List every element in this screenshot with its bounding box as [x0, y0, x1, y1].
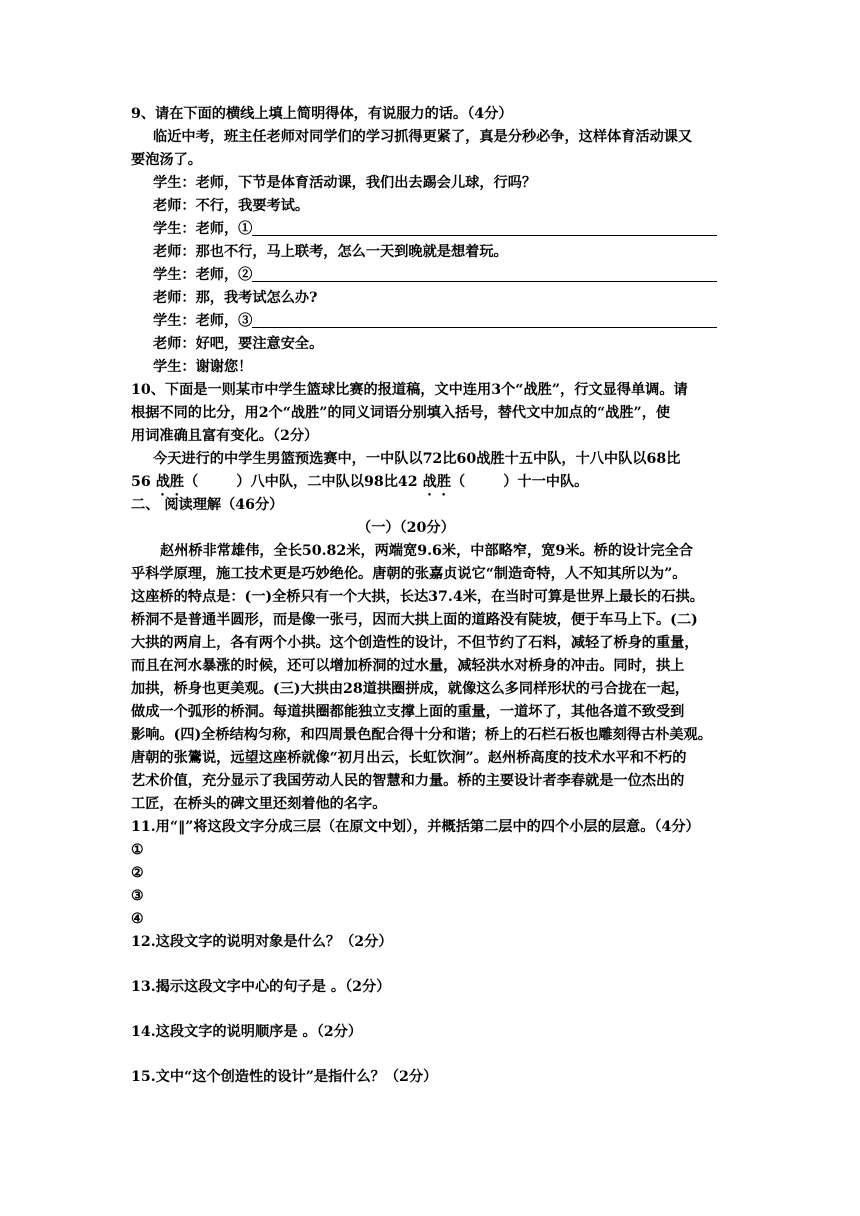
answer-blank-3[interactable] [252, 311, 717, 328]
emphasized-word-1: 战胜 [155, 474, 185, 490]
paren-open-2: （ [451, 474, 466, 490]
emphasized-word-2: 战胜 [422, 474, 452, 490]
q9-dialogue-8: 老师：好吧，要注意安全。 [153, 336, 324, 352]
section2-title: 二、 阅读理解（46分） [131, 497, 284, 513]
q12-title: 12.这段文字的说明对象是什么？（2分） [131, 934, 393, 950]
q9-intro-line2: 要泡汤了。 [131, 152, 202, 168]
q10-title-line1: 10、下面是一则某市中学生篮球比赛的报道稿，文中连用3个“战胜”，行文显得单调。请 [131, 382, 688, 398]
q9-dialogue-7-text: 学生：老师，③ [153, 313, 253, 329]
passage-line: 赵州桥非常雄伟，全长50.82米，两端宽9.6米，中部略窄，宽9米。桥的设计完全合 [160, 543, 693, 559]
passage-line: 桥洞不是普通半圆形，而是像一张弓，因而大拱上面的道路没有陡坡，便于车马上下。(二) [131, 612, 698, 628]
passage-line: 大拱的两肩上，各有两个小拱。这个创造性的设计，不但节约了石料，减轻了桥身的重量， [131, 635, 699, 651]
q10-title-line3: 用词准确且富有变化。（2分） [131, 428, 319, 444]
passage-line: 做成一个弧形的桥洞。每道拱圈都能独立支撑上面的重量，一道坏了，其他各道不致受到 [131, 704, 685, 720]
passage-line: 工匠，在桥头的碑文里还刻着他的名字。 [131, 796, 387, 812]
q9-dialogue-6: 老师：那，我考试怎么办? [153, 290, 318, 306]
q9-title: 9、请在下面的横线上填上简明得体，有说服力的话。（4分） [131, 106, 513, 122]
paren-open-1: （ [184, 474, 199, 490]
passage-line: 艺术价值，充分显示了我国劳动人民的智慧和力量。桥的主要设计者李春就是一位杰出的 [131, 773, 685, 789]
answer-blank-2[interactable] [252, 265, 717, 282]
q11-answer-2: ② [131, 865, 144, 881]
q10-report-mid: ）八中队，二中队以98比42 [236, 474, 418, 490]
passage-line: 这座桥的特点是：(一)全桥只有一个大拱，长达37.4米，在当时可算是世界上最长的石拱。 [131, 589, 704, 605]
q9-dialogue-7 [153, 310, 717, 332]
q13-title: 13.揭示这段文字中心的句子是 。（2分） [131, 979, 391, 995]
q10-title-line2: 根据不同的比分，用2个“战胜”的同义词语分别填入括号，替代文中加点的“战胜”，使 [131, 405, 671, 421]
passage-line: 加拱，桥身也更美观。(三)大拱由28道拱圈拼成，就像这么多同样形状的弓合拢在一起， [131, 681, 690, 697]
section2-subtitle: （一）（20分） [357, 520, 455, 536]
q9-dialogue-5-text: 学生：老师，② [153, 267, 253, 283]
passage-line: 而且在河水暴涨的时候，还可以增加桥洞的过水量，减轻洪水对桥身的冲击。同时，拱上 [131, 658, 685, 674]
q15-title: 15.文中“这个创造性的设计”是指什么？（2分） [131, 1069, 438, 1085]
q9-dialogue-5 [153, 264, 717, 286]
q14-title: 14.这段文字的说明顺序是 。（2分） [131, 1024, 363, 1040]
answer-blank-1[interactable] [252, 219, 717, 236]
q9-dialogue-4: 老师：那也不行，马上联考，怎么一天到晚就是想着玩。 [153, 244, 508, 260]
q11-answer-1: ① [131, 842, 144, 858]
q11-title: 11.用“‖”将这段文字分成三层（在原文中划），并概括第二层中的四个小层的层意。（4分） [131, 819, 700, 835]
q9-dialogue-1: 学生：老师，下节是体育活动课，我们出去踢会儿球，行吗？ [153, 175, 537, 191]
q9-dialogue-2: 老师：不行，我要考试。 [153, 198, 310, 214]
q10-report-end: ）十一中队。 [503, 474, 589, 490]
q11-answer-4: ④ [131, 911, 144, 927]
score-56: 56 [131, 474, 151, 490]
q9-dialogue-3-text: 学生：老师，① [153, 221, 253, 237]
q9-intro-line1: 临近中考，班主任老师对同学们的学习抓得更紧了，真是分秒必争，这样体育活动课又 [153, 129, 693, 145]
passage-line: 影响。(四)全桥结构匀称，和四周景色配合得十分和谐；桥上的石栏石板也雕刻得古朴美观。 [131, 727, 712, 743]
q9-dialogue-9: 学生：谢谢您！ [153, 359, 253, 375]
q10-report-line1: 今天进行的中学生男篮预选赛中，一中队以72比60战胜十五中队，十八中队以68比 [153, 451, 681, 467]
passage-line: 唐朝的张鷟说，远望这座桥就像“初月出云，长虹饮涧”。赵州桥高度的技术水平和不朽的 [131, 750, 687, 766]
q11-answer-3: ③ [131, 888, 144, 904]
q9-dialogue-3 [153, 218, 717, 240]
passage-line: 乎科学原理，施工技术更是巧妙绝伦。唐朝的张嘉贞说它“制造奇特，人不知其所以为”。 [131, 566, 687, 582]
